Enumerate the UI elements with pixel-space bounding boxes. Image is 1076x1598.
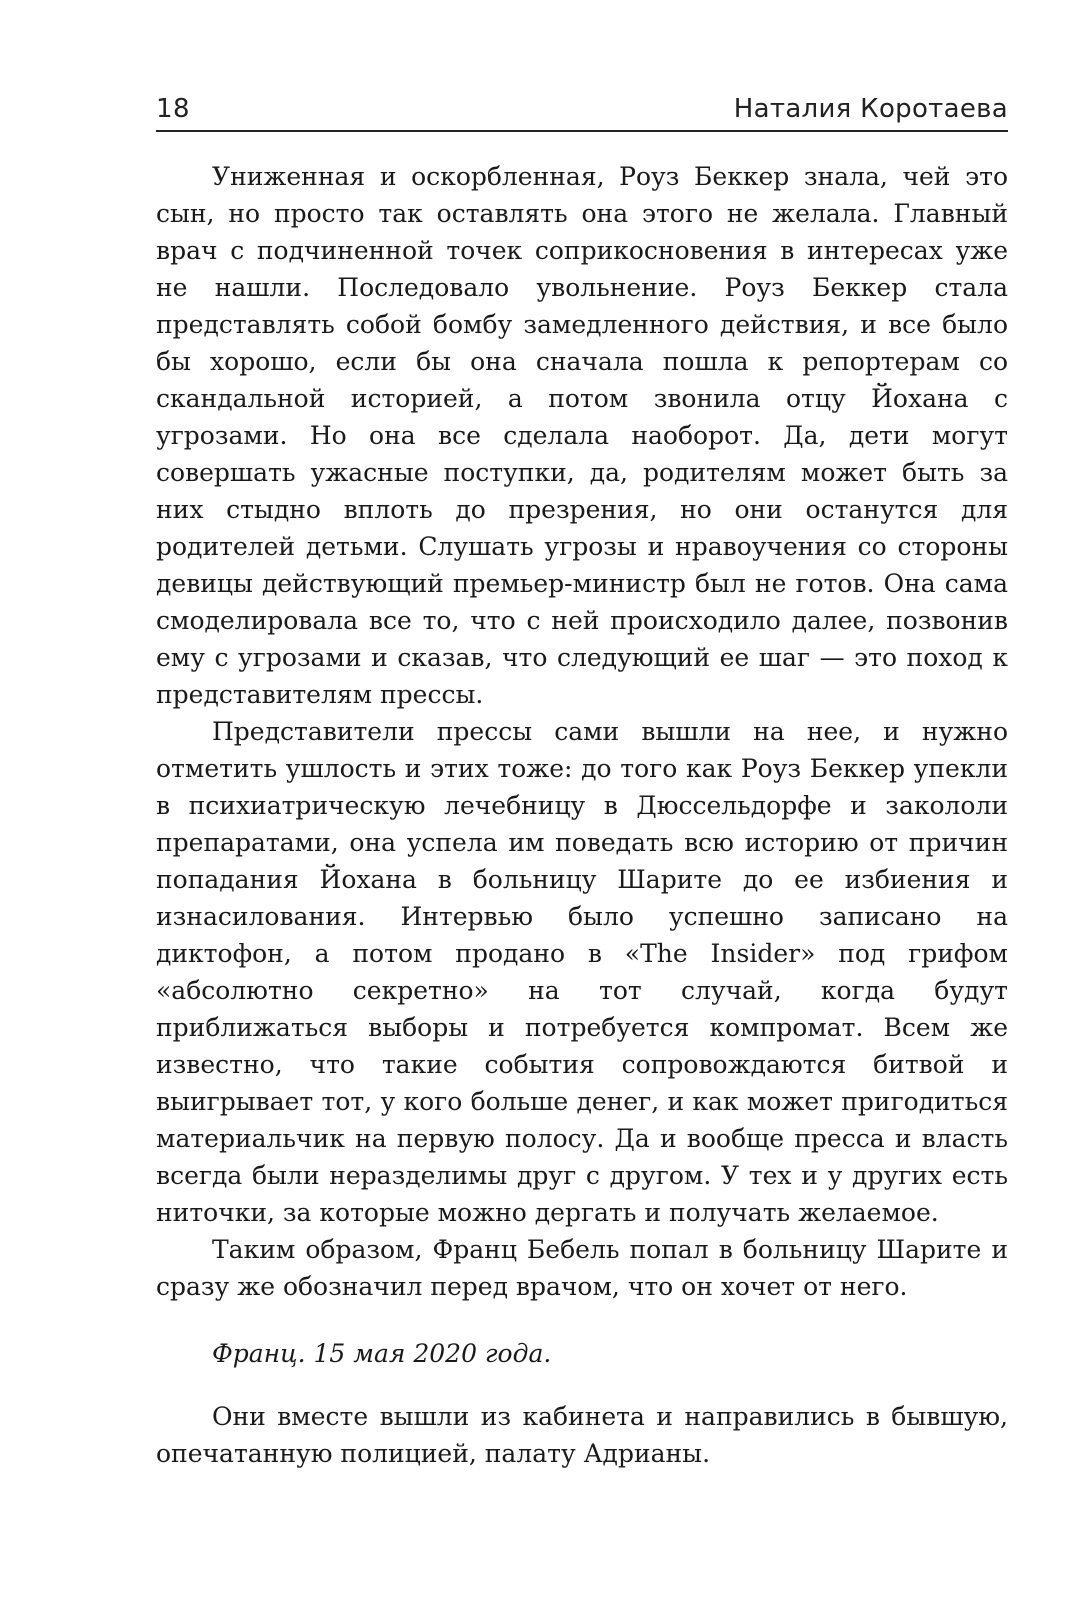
body-text bbox=[156, 158, 1008, 1472]
page-number: 18 bbox=[156, 94, 191, 124]
book-page bbox=[156, 78, 1008, 1472]
scene-heading: Франц. 15 мая 2020 года. bbox=[212, 1339, 552, 1368]
running-head bbox=[156, 78, 1008, 132]
paragraph-1: Униженная и оскорбленная, Роуз Беккер знала, чей это сын, но просто так оставлять она этого не желала. Главный врач с подчиненной точек соприкосновения в интересах уже не нашли. Последовало увольнение. Роуз Беккер стала представлять собой бомбу замедленного действия, и все было бы хорошо, если бы она сначала пошла к репортерам со скандальной историей, а потом звонила отцу Йохана с угрозами. Но она все сделала наоборот. Да, дети могут совершать ужасные поступки, да, родителям может быть за них стыдно вплоть до презрения, но они останутся для родителей детьми. Слушать угрозы и нравоучения со стороны девицы действующий премьер-министр был не готов. Она сама смоделировала все то, что с ней происходило далее, позвонив ему с угрозами и сказав, что следующий ее шаг — это поход к представителям прессы. bbox=[156, 162, 1008, 709]
paragraph-4: Они вместе вышли из кабинета и направились в бывшую, опечатанную полицией, палату Адрианы. bbox=[156, 1402, 1008, 1468]
paragraph-3: Таким образом, Франц Бебель попал в больницу Шарите и сразу же обозначил перед врачом, что он хочет от него. bbox=[156, 1235, 1008, 1301]
paragraph-2: Представители прессы сами вышли на нее, и нужно отметить ушлость и этих тоже: до того как Роуз Беккер упекли в психиатрическую лечебницу в Дюссельдорфе и закололи препаратами, она успела им поведать всю историю от причин попадания Йохана в больницу Шарите до ее избиения и изнасилования. Интервью было успешно записано на диктофон, а потом продано в «The Insider» под грифом «абсолютно секретно» на тот случай, когда будут приближаться выборы и потребуется компромат. Всем же известно, что такие события сопровождаются битвой и выигрывает тот, у кого больше денег, и как может пригодиться материальчик на первую полосу. Да и вообще пресса и власть всегда были неразделимы друг с другом. У тех и у других есть ниточки, за которые можно дергать и получать желаемое. bbox=[156, 717, 1008, 1227]
author-name: Наталия Коротаева bbox=[733, 94, 1008, 124]
